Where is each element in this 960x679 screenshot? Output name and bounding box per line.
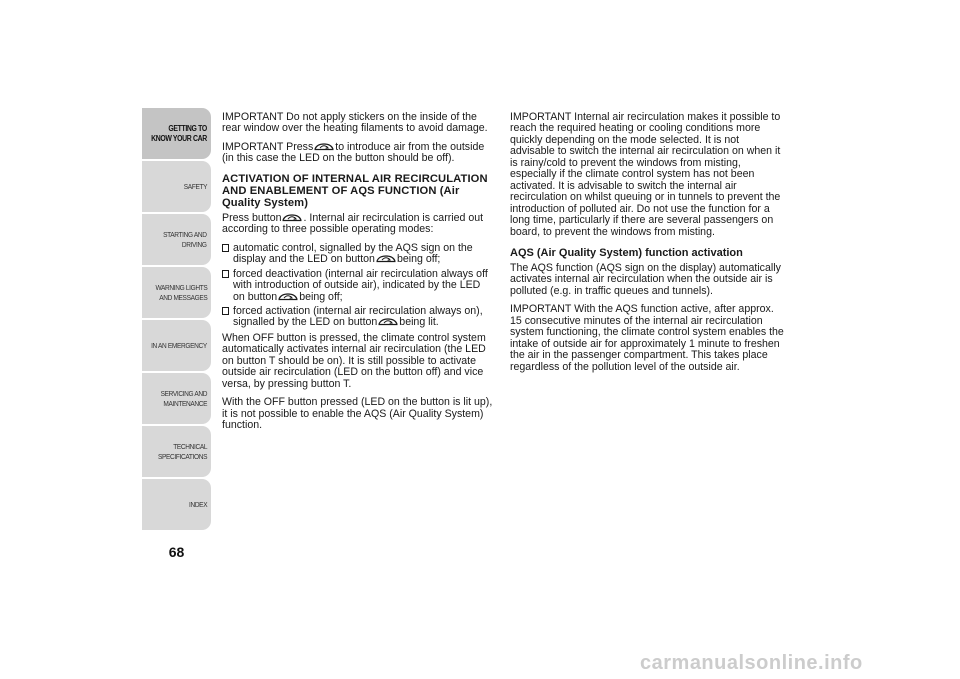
paragraph: When OFF button is pressed, the climate control system automatically activates internal air recirculation (the LED on button T should be on). It is still possible to activate outside air recirculation (LED on the button off) and vice versa, by pressing button T. xyxy=(222,331,486,390)
tab-starting-and-driving[interactable] xyxy=(142,214,211,265)
tab-index[interactable] xyxy=(142,479,211,530)
list-item: forced activation (internal air recirculation always on), signalled by the LED on button being lit. xyxy=(222,306,494,329)
tab-label: GETTING TO KNOW YOUR CAR xyxy=(151,124,207,143)
car-air-recirculation-icon xyxy=(278,292,298,301)
watermark: carmanualsonline.info xyxy=(640,652,863,674)
car-air-recirculation-icon xyxy=(282,213,302,222)
right-column xyxy=(510,112,786,380)
tab-label: TECHNICAL SPECIFICATIONS xyxy=(157,442,207,461)
tab-label: SAFETY xyxy=(183,181,207,191)
section-heading: ACTIVATION OF INTERNAL AIR RECIRCULATION AND ENABLEMENT OF AQS FUNCTION (Air Quality System) xyxy=(222,172,488,209)
checkbox-bullet-icon xyxy=(222,244,229,252)
paragraph: Press button . Internal air recirculation is carried out according to three possible operating modes: xyxy=(222,211,484,236)
left-column xyxy=(222,112,494,439)
checkbox-bullet-icon xyxy=(222,307,229,315)
checkbox-bullet-icon xyxy=(222,270,229,278)
paragraph: The AQS function (AQS sign on the display) automatically activates internal air recirculation when the outside air is polluted (e.g. in traffic queues and tunnels). xyxy=(510,261,781,297)
tab-label: IN AN EMERGENCY xyxy=(151,340,207,350)
tab-warning-lights[interactable] xyxy=(142,267,211,318)
tab-label: STARTING AND DRIVING xyxy=(163,230,207,249)
mode-list xyxy=(222,243,494,329)
tab-safety[interactable] xyxy=(142,161,211,212)
chapter-tabs xyxy=(142,108,211,532)
paragraph: With the OFF button pressed (LED on the button is lit up), it is not possible to enable the AQS (Air Quality System) function. xyxy=(222,396,493,432)
tab-servicing-and-maintenance[interactable] xyxy=(142,373,211,424)
tab-getting-to-know-your-car[interactable] xyxy=(142,108,211,159)
page-number: 68 xyxy=(168,544,185,560)
car-air-recirculation-icon xyxy=(314,142,334,151)
car-air-recirculation-icon xyxy=(376,254,396,263)
paragraph: IMPORTANT Internal air recirculation makes it possible to reach the required heating or cooling conditions more quickly depending on the mode selected. It is not advisable to switch the internal air recirculation on when it is rainy/cold to prevent the windows from misting, especially if the climate control system has not been activated. It is advisable to switch the internal air recirculation on whilst queuing or in tunnels to prevent the introduction of polluted air. Do not use the function for a long time, particularly if there are several passengers on board, to prevent the windows from misting. xyxy=(510,111,781,238)
paragraph: IMPORTANT With the AQS function active, after approx. 15 consecutive minutes of the internal air recirculation system functioning, the climate control system enables the intake of outside air for approximately 1 minute to freshen the air in the passenger compartment. This takes place regardless of the pollution level of the outside air. xyxy=(510,303,784,373)
tab-label: SERVICING AND MAINTENANCE xyxy=(160,389,207,408)
tab-label: WARNING LIGHTS AND MESSAGES xyxy=(155,283,207,302)
section-heading: AQS (Air Quality System) function activation xyxy=(510,246,743,259)
list-item: forced deactivation (internal air recirculation always off with introduction of outside air), indicated by the LED on button being off; xyxy=(222,269,494,303)
tab-label: INDEX xyxy=(188,499,207,509)
paragraph: IMPORTANT Do not apply stickers on the inside of the rear window over the heating filaments to avoid damage. xyxy=(222,111,488,135)
car-air-recirculation-icon xyxy=(378,317,398,326)
tab-in-an-emergency[interactable] xyxy=(142,320,211,371)
list-item: automatic control, signalled by the AQS sign on the display and the LED on button being off; xyxy=(222,243,494,266)
paragraph: IMPORTANT Press to introduce air from the outside (in this case the LED on the button should be off). xyxy=(222,140,485,165)
tab-technical-specifications[interactable] xyxy=(142,426,211,477)
